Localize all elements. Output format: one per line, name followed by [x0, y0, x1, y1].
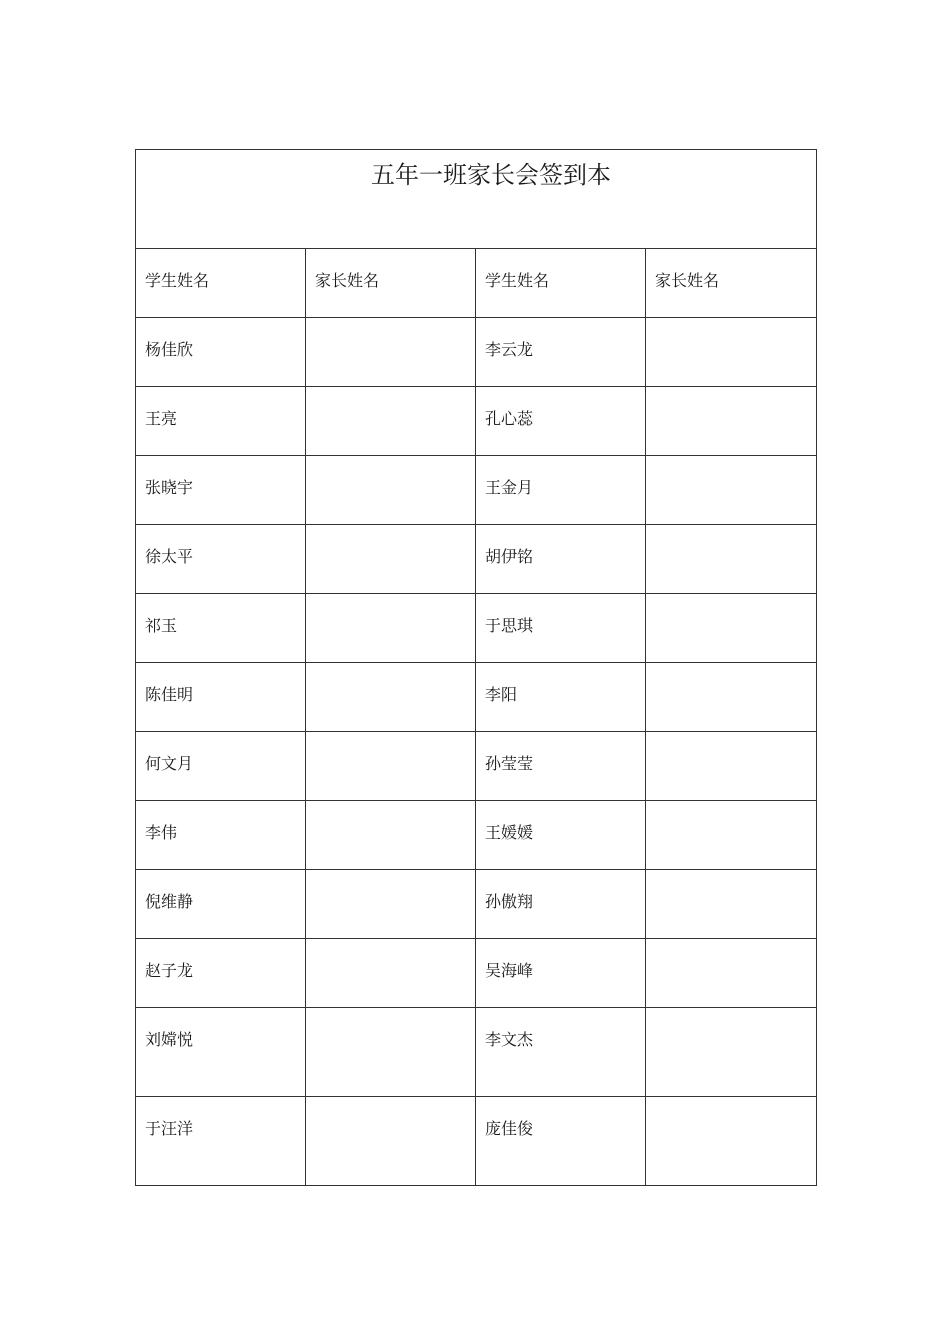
- left-parent-signature-cell[interactable]: [306, 732, 476, 801]
- table-row: [136, 456, 817, 525]
- header-student-name-1: 学生姓名: [136, 249, 306, 318]
- right-student-name: 王媛媛: [476, 801, 646, 870]
- right-student-name: 孙傲翔: [476, 870, 646, 939]
- right-parent-signature-cell[interactable]: [646, 1097, 817, 1186]
- right-parent-signature-cell[interactable]: [646, 1008, 817, 1097]
- table-row: [136, 525, 817, 594]
- left-parent-signature-cell[interactable]: [306, 456, 476, 525]
- left-student-name: 倪维静: [136, 870, 306, 939]
- table-row: [136, 939, 817, 1008]
- sign-in-table: [135, 149, 817, 1186]
- right-parent-signature-cell[interactable]: [646, 732, 817, 801]
- left-student-name: 刘嫦悦: [136, 1008, 306, 1097]
- right-student-name: 吴海峰: [476, 939, 646, 1008]
- left-parent-signature-cell[interactable]: [306, 1008, 476, 1097]
- right-student-name: 李云龙: [476, 318, 646, 387]
- table-row: [136, 663, 817, 732]
- table-row: [136, 318, 817, 387]
- left-student-name: 祁玉: [136, 594, 306, 663]
- left-student-name: 李伟: [136, 801, 306, 870]
- title-row: [136, 150, 817, 249]
- header-student-name-2: 学生姓名: [476, 249, 646, 318]
- left-parent-signature-cell[interactable]: [306, 801, 476, 870]
- table-row: [136, 870, 817, 939]
- left-student-name: 于汪洋: [136, 1097, 306, 1186]
- table-row: [136, 801, 817, 870]
- left-student-name: 何文月: [136, 732, 306, 801]
- left-parent-signature-cell[interactable]: [306, 387, 476, 456]
- left-student-name: 杨佳欣: [136, 318, 306, 387]
- right-parent-signature-cell[interactable]: [646, 939, 817, 1008]
- left-parent-signature-cell[interactable]: [306, 318, 476, 387]
- table-row: [136, 594, 817, 663]
- right-student-name: 王金月: [476, 456, 646, 525]
- right-parent-signature-cell[interactable]: [646, 456, 817, 525]
- header-row: [136, 249, 817, 318]
- right-parent-signature-cell[interactable]: [646, 801, 817, 870]
- table-row: [136, 1008, 817, 1097]
- page-title: 五年一班家长会签到本: [371, 161, 611, 189]
- right-parent-signature-cell[interactable]: [646, 318, 817, 387]
- table-row: [136, 732, 817, 801]
- left-parent-signature-cell[interactable]: [306, 870, 476, 939]
- right-parent-signature-cell[interactable]: [646, 525, 817, 594]
- left-parent-signature-cell[interactable]: [306, 1097, 476, 1186]
- table-row: [136, 1097, 817, 1186]
- header-parent-name-2: 家长姓名: [646, 249, 817, 318]
- right-student-name: 孙莹莹: [476, 732, 646, 801]
- left-student-name: 王亮: [136, 387, 306, 456]
- left-parent-signature-cell[interactable]: [306, 594, 476, 663]
- left-parent-signature-cell[interactable]: [306, 663, 476, 732]
- left-student-name: 赵子龙: [136, 939, 306, 1008]
- right-parent-signature-cell[interactable]: [646, 594, 817, 663]
- title-cell: [136, 150, 817, 249]
- right-student-name: 李阳: [476, 663, 646, 732]
- right-parent-signature-cell[interactable]: [646, 387, 817, 456]
- header-parent-name-1: 家长姓名: [306, 249, 476, 318]
- left-student-name: 徐太平: [136, 525, 306, 594]
- right-parent-signature-cell[interactable]: [646, 663, 817, 732]
- right-parent-signature-cell[interactable]: [646, 870, 817, 939]
- table-row: [136, 387, 817, 456]
- left-parent-signature-cell[interactable]: [306, 525, 476, 594]
- left-student-name: 陈佳明: [136, 663, 306, 732]
- right-student-name: 胡伊铭: [476, 525, 646, 594]
- right-student-name: 孔心蕊: [476, 387, 646, 456]
- left-student-name: 张晓宇: [136, 456, 306, 525]
- right-student-name: 庞佳俊: [476, 1097, 646, 1186]
- right-student-name: 李文杰: [476, 1008, 646, 1097]
- left-parent-signature-cell[interactable]: [306, 939, 476, 1008]
- right-student-name: 于思琪: [476, 594, 646, 663]
